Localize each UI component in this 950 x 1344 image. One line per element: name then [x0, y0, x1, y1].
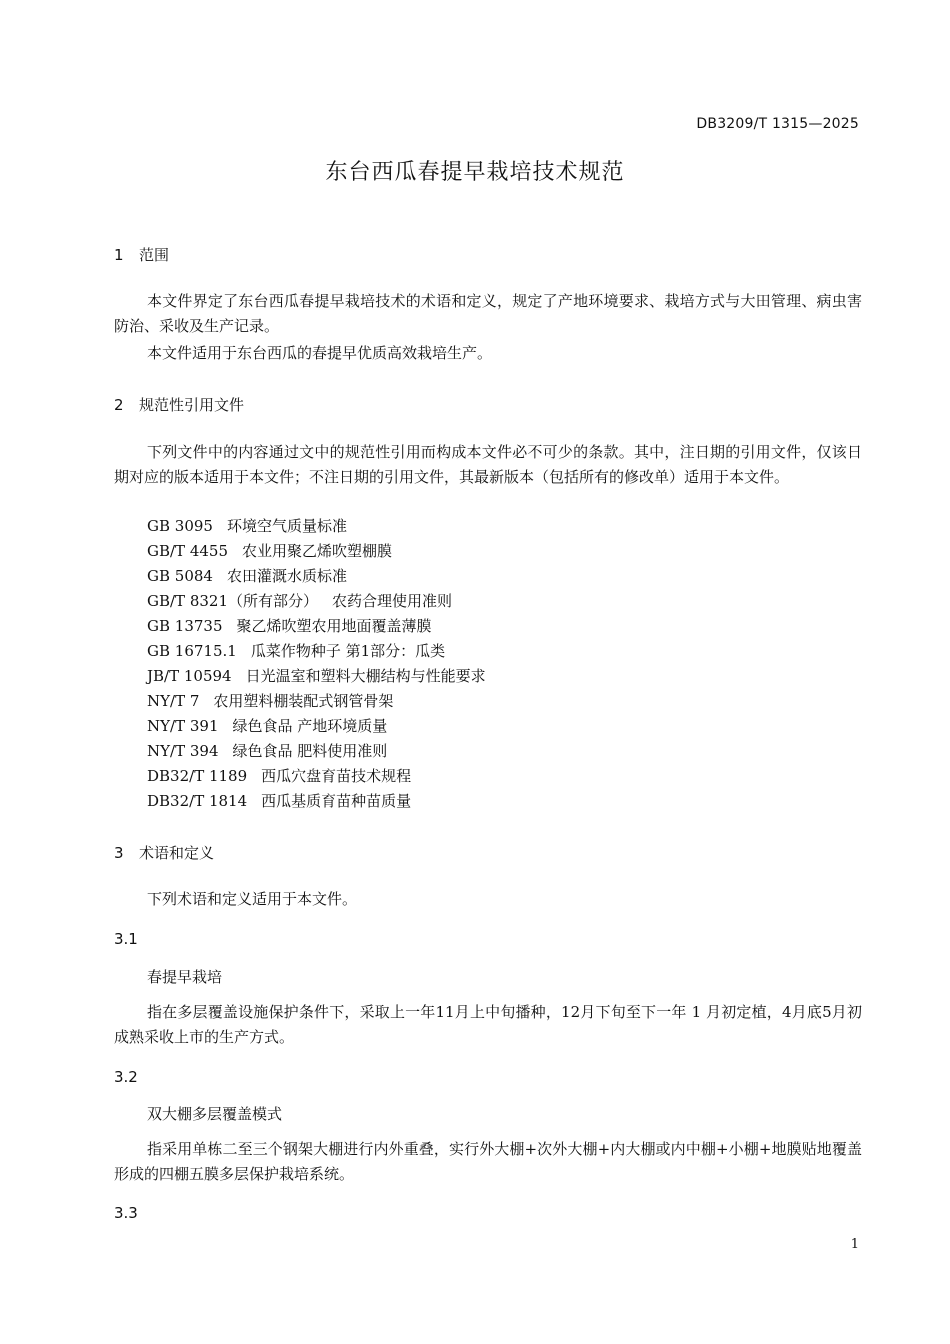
reference-item [147, 514, 486, 539]
reference-item [147, 739, 486, 764]
section-number: 2 [114, 396, 124, 414]
clause-number: 3.2 [114, 1068, 138, 1086]
reference-title: 西瓜穴盘育苗技术规程 [261, 767, 412, 785]
document-code: DB3209/T 1315—2025 [696, 116, 859, 132]
section-title: 术语和定义 [139, 844, 215, 862]
reference-code: GB 5084 [147, 567, 213, 585]
reference-code: JB/T 10594 [147, 667, 232, 685]
section-number: 1 [114, 246, 124, 264]
reference-item [147, 689, 486, 714]
section-number: 3 [114, 844, 124, 862]
clause-number: 3.3 [114, 1204, 138, 1222]
references-intro-paragraph: 下列文件中的内容通过文中的规范性引用而构成本文件必不可少的条款。其中，注日期的引用文件，仅该日期对应的版本适用于本文件；不注日期的引用文件，其最新版本（包括所有的修改单）适用于本文件。 [114, 443, 862, 486]
reference-item [147, 764, 486, 789]
reference-code: GB 3095 [147, 517, 213, 535]
reference-item [147, 664, 486, 689]
reference-item [147, 564, 486, 589]
reference-code: NY/T 7 [147, 692, 200, 710]
page-number: 1 [850, 1237, 859, 1252]
reference-code: GB/T 4455 [147, 542, 229, 560]
scope-paragraph-1: 本文件界定了东台西瓜春提早栽培技术的术语和定义，规定了产地环境要求、栽培方式与大田管理、病虫害防治、采收及生产记录。 [114, 292, 862, 335]
reference-title: 绿色食品 产地环境质量 [232, 717, 388, 735]
document-title: 东台西瓜春提早栽培技术规范 [325, 160, 625, 185]
reference-code: NY/T 391 [147, 717, 219, 735]
section-title: 范围 [139, 246, 170, 264]
term-name: 春提早栽培 [147, 968, 223, 986]
terms-intro-paragraph: 下列术语和定义适用于本文件。 [147, 890, 358, 908]
reference-code: GB/T 8321（所有部分） [147, 592, 319, 610]
scope-paragraph-2: 本文件适用于东台西瓜的春提早优质高效栽培生产。 [147, 344, 493, 362]
reference-item [147, 714, 486, 739]
reference-item [147, 539, 486, 564]
reference-item [147, 789, 486, 814]
clause-number: 3.1 [114, 930, 138, 948]
section-2-heading [114, 394, 244, 415]
reference-title: 日光温室和塑料大棚结构与性能要求 [245, 667, 486, 685]
reference-title: 农用塑料棚装配式钢管骨架 [213, 692, 394, 710]
reference-title: 绿色食品 肥料使用准则 [232, 742, 388, 760]
reference-title: 环境空气质量标准 [226, 517, 347, 535]
reference-item [147, 589, 486, 614]
section-3-heading [114, 842, 214, 863]
reference-code: DB32/T 1189 [147, 767, 248, 785]
reference-title: 农田灌溉水质标准 [226, 567, 347, 585]
section-title: 规范性引用文件 [139, 396, 245, 414]
reference-item [147, 614, 486, 639]
reference-title: 瓜菜作物种子 第1部分：瓜类 [250, 642, 446, 660]
reference-title: 农业用聚乙烯吹塑棚膜 [242, 542, 393, 560]
reference-title: 西瓜基质育苗种苗质量 [261, 792, 412, 810]
reference-code: NY/T 394 [147, 742, 219, 760]
reference-title: 聚乙烯吹塑农用地面覆盖薄膜 [236, 617, 432, 635]
reference-code: GB 16715.1 [147, 642, 237, 660]
reference-code: GB 13735 [147, 617, 223, 635]
term-definition: 指采用单栋二至三个钢架大棚进行内外重叠，实行外大棚+次外大棚+内大棚或内中棚+小棚+地膜贴地覆盖形成的四棚五膜多层保护栽培系统。 [114, 1140, 862, 1183]
reference-title: 农药合理使用准则 [332, 592, 453, 610]
term-name: 双大棚多层覆盖模式 [147, 1105, 283, 1123]
references-list [147, 514, 486, 814]
term-definition: 指在多层覆盖设施保护条件下，采取上一年11月上中旬播种，12月下旬至下一年 1 月初定植，4月底5月初成熟采收上市的生产方式。 [114, 1003, 862, 1046]
section-1-heading [114, 244, 169, 265]
reference-code: DB32/T 1814 [147, 792, 248, 810]
reference-item [147, 639, 486, 664]
